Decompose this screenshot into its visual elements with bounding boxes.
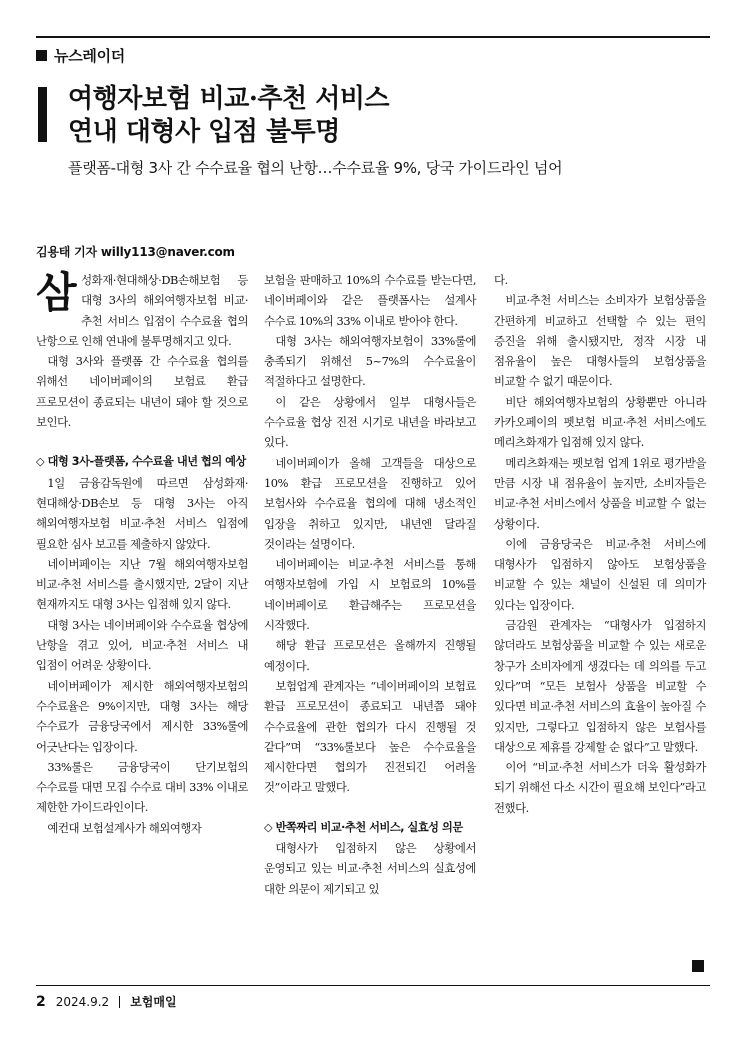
footer [36,993,177,1010]
page-number: 2 [36,993,46,1010]
paragraph: 네이버페이가 올해 고객들을 대상으로 10% 환급 프로모션을 진행하고 있어 보험사와 수수료율 협의에 대해 냉소적인 입장을 취하고 있지만, 내년엔 달라질 것이라는 설명이다. [264,455,476,551]
dropcap: 삼 [36,268,77,317]
paragraph: 1일 금융감독원에 따르면 삼성화재·현대해상·DB손보 등 대형 3사는 아직 해외여행자보험 비교·추천 서비스 입점에 필요한 심사 보고를 제출하지 않았다. [36,475,248,551]
article-column-3 [494,270,706,818]
paragraph: 비단 해외여행자보험의 상황뿐만 아니라 카카오페이의 펫보험 비교·추천 서비스에도 메리츠화재가 입점해 있지 않다. [494,394,706,450]
paragraph: 메리츠화재는 펫보험 업계 1위로 평가받을 만큼 시장 내 점유율이 높지만, 소비자들은 비교·추천 서비스에서 상품을 비교할 수 없는 상황이다. [494,455,706,531]
paragraph: 대형사가 입점하지 않은 상황에서 운영되고 있는 비교·추천 서비스의 실효성에 대한 의문이 제기되고 있 [264,841,476,896]
paragraph: 대형 3사는 네이버페이와 수수료율 협상에 난항을 겪고 있어, 비교·추천 서비스 내 입점이 어려운 상황이다. [36,617,248,673]
paragraph: 이어 “비교·추천 서비스가 더욱 활성화가 되기 위해선 다소 시간이 필요해 보인다”라고 전했다. [494,760,706,815]
paragraph: 예컨대 보험설계사가 해외여행자 [47,820,202,835]
footer-separator [119,996,120,1008]
headline-bar [38,87,47,142]
headline-line2: 연내 대형사 입점 불투명 [68,117,340,147]
paragraph: 보험업계 관계자는 “네이버페이의 보험료 환급 프로모션이 종료되고 내년쯤 돼야 수수료율에 관한 협의가 다시 진행될 것 같다”며 “33%룰보다 높은 수수료율을 제시한다면 협의가 진전되긴 어려울 것”이라고 말했다. [264,678,476,795]
square-bullet-icon [36,50,47,61]
paragraph: 해당 환급 프로모션은 올해까지 진행될 예정이다. [264,638,476,673]
paragraph: 금감원 관계자는 “대형사가 입점하지 않더라도 보험상품을 비교할 수 있는 새로운 창구가 소비자에게 생겼다는 데 의의를 두고 있다”며 “모든 보험사 상품을 비교할 수 있다면 비교·추천 서비스의 효율이 높아질 수 있지만, 그렇다고 입점하지 않은 보험사를 대상으로 제휴를 강제할 순 없다”고 말했다. [494,618,706,754]
lead-paragraph [36,270,248,351]
section-label-text: 뉴스레이더 [54,47,125,65]
issue-date: 2024.9.2 [55,994,110,1009]
paragraph: 이에 금융당국은 비교·추천 서비스에 대형사가 입점하지 않아도 보험상품을 비교할 수 있는 채널이 신설된 데 의미가 있다는 입장이다. [494,536,706,612]
top-rule [36,36,710,38]
byline: 김용태 기자 willy113@naver.com [36,245,235,259]
paragraph: 대형 3사는 해외여행자보험이 33%룰에 충족되기 위해선 5~7%의 수수료율이 적절하다고 설명한다. [264,333,476,389]
paragraph: 보험을 판매하고 10%의 수수료를 받는다면, 네이버페이와 같은 플랫폼사는 설계사 수수료 10%의 33% 이내로 받아야 한다. [264,273,476,328]
headline [68,83,389,149]
paragraph: 비교·추천 서비스는 소비자가 보험상품을 간편하게 비교하고 선택할 수 있는 편익 증진을 위해 출시됐지만, 정작 시장 내 점유율이 높은 대형사들의 보험상품을 비교할 수 없기 때문이다. [494,293,706,389]
headline-line1: 여행자보험 비교·추천 서비스 [68,84,390,114]
section-label [36,45,125,66]
subtitle-2: ◇ 반쪽짜리 비교·추천 서비스, 실효성 의문 [264,820,463,834]
paragraph: 대형 3사와 플랫폼 간 수수료율 협의를 위해선 네이버페이의 보험료 환급 프로모션이 종료되는 내년이 돼야 할 것으로 보인다. [36,354,248,430]
paragraph: 33%룰은 금융당국이 단기보험의 수수료를 대면 모집 수수료 대비 33% 이내로 제한한 가이드라인이다. [36,759,248,815]
paragraph: 이 같은 상황에서 일부 대형사들은 수수료율 협상 진전 시기로 내년을 바라보고 있다. [264,394,476,450]
end-mark-icon [692,960,704,972]
subheadline: 플랫폼-대형 3사 간 수수료율 협의 난항…수수료율 9%, 당국 가이드라인 넘어 [68,159,563,177]
article-column-2 [264,270,476,899]
paragraph: 네이버페이는 비교·추천 서비스를 통해 여행자보험에 가입 시 보험료의 10%를 네이버페이로 환급해주는 프로모션을 시작했다. [264,557,476,633]
article-column-1 [36,270,248,838]
paragraph-text: 성화재·현대해상·DB손해보험 등 대형 3사의 해외여행자보험 비교·추천 서비스 입점이 수수료율 협의 난항으로 인해 연내에 불투명해지고 있다. [36,273,248,348]
publication-name: 보험매일 [130,995,177,1009]
paragraph: 네이버페이는 지난 7월 해외여행자보험 비교·추천 서비스를 출시했지만, 2달이 지난 현재까지도 대형 3사는 입점해 있지 않다. [36,556,248,612]
footer-rule [36,985,710,986]
paragraph: 네이버페이가 제시한 해외여행자보험의 수수료율은 9%이지만, 대형 3사는 해당 수수료가 금융당국에서 제시한 33%룰에 어긋난다는 입장이다. [36,678,248,754]
paragraph: 다. [494,273,508,287]
subtitle-1: ◇ 대형 3사-플랫폼, 수수료율 내년 협의 예상 [36,455,246,469]
